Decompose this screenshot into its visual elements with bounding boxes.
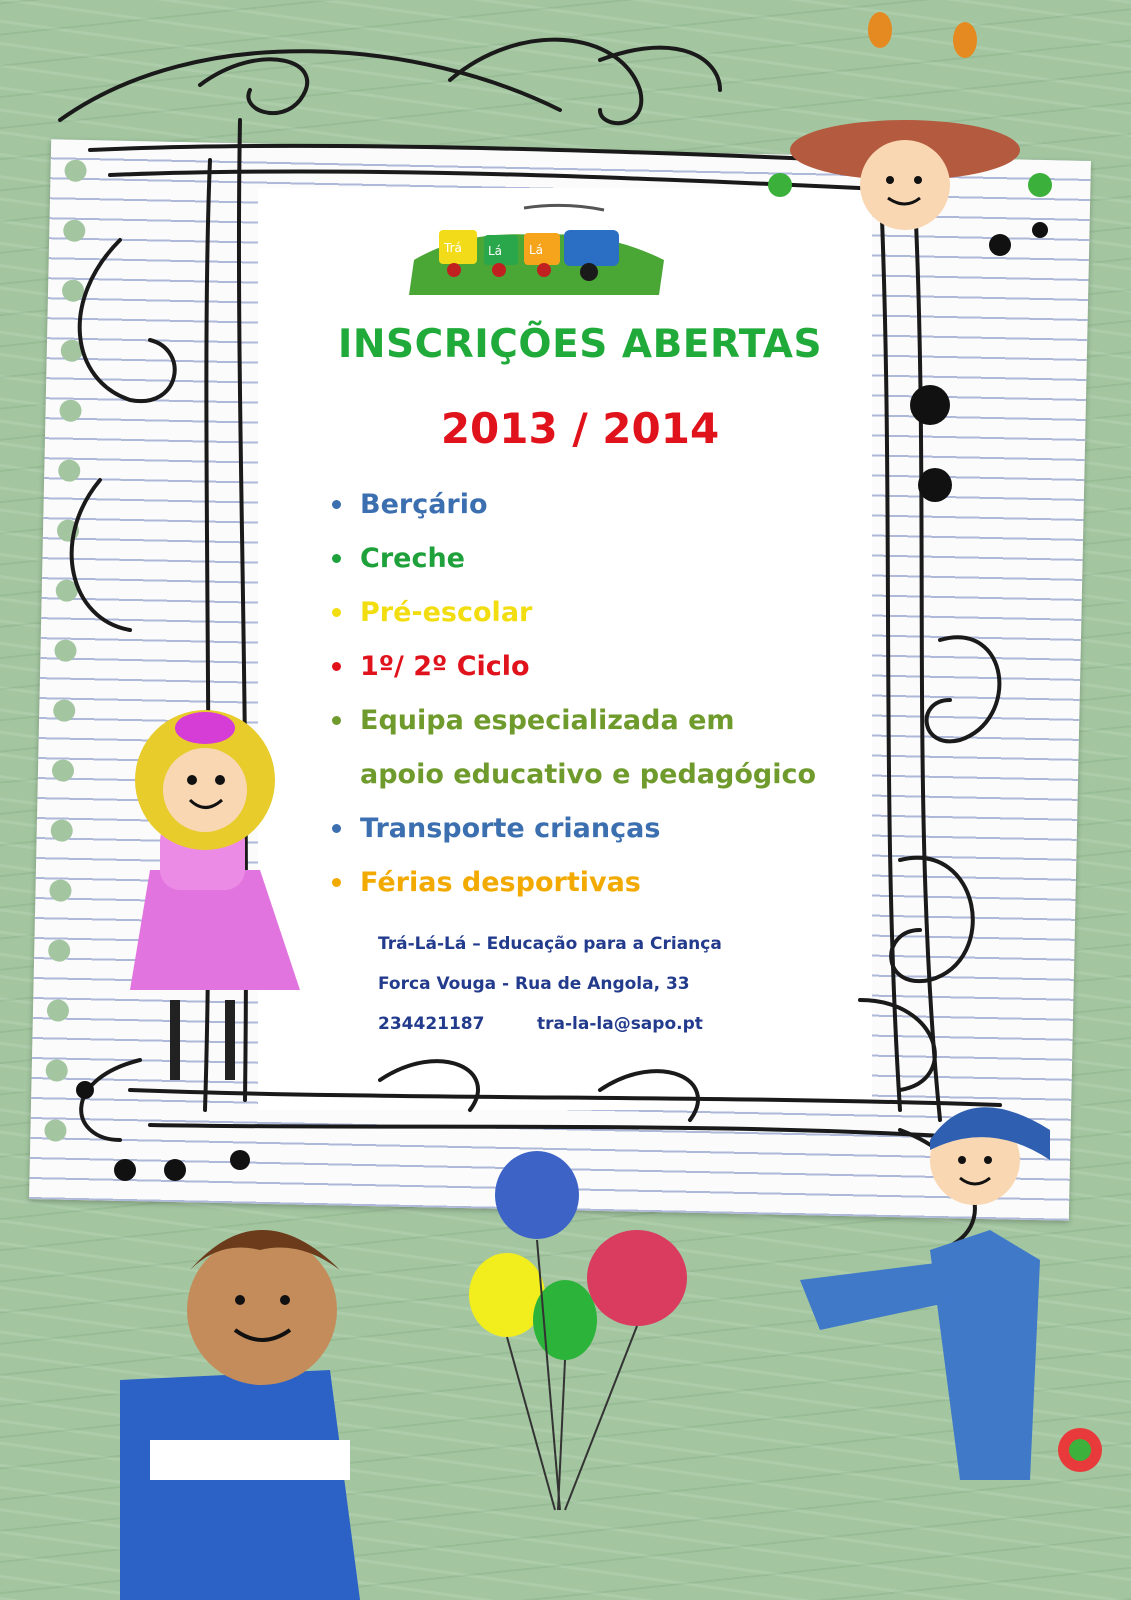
services-list (330, 478, 816, 910)
service-label: Berçário (360, 489, 488, 520)
service-label: 1º/ 2º Ciclo (360, 651, 530, 682)
binder-hole (59, 399, 81, 421)
contact-name: Trá-Lá-Lá – Educação para a Criança (378, 934, 722, 954)
service-label: Transporte crianças (360, 813, 661, 844)
binder-hole (47, 999, 69, 1021)
school-year: 2013 / 2014 (440, 404, 720, 453)
tra-la-la-logo (404, 200, 672, 300)
contact-email: tra-la-la@sapo.pt (537, 1014, 703, 1034)
logo-word-tra: Trá (444, 241, 462, 255)
bullet-icon (332, 554, 341, 563)
list-item (330, 802, 816, 856)
bullet-icon (332, 608, 341, 617)
service-label: Pré-escolar (360, 597, 533, 628)
binder-hole (52, 759, 74, 781)
contact-address: Forca Vouga - Rua de Angola, 33 (378, 974, 690, 994)
list-item (330, 694, 816, 748)
binder-hole (62, 279, 84, 301)
bullet-icon (332, 878, 341, 887)
contact-phone: 234421187 (378, 1014, 485, 1034)
list-item (330, 856, 816, 910)
binder-hole (58, 459, 80, 481)
binder-hole (48, 939, 70, 961)
binder-hole (57, 519, 79, 541)
list-item-continuation (330, 748, 816, 802)
binder-hole (63, 220, 85, 242)
binder-hole (64, 160, 86, 182)
list-item (330, 640, 816, 694)
binder-hole (53, 699, 75, 721)
page-title: INSCRIÇÕES ABERTAS (337, 322, 823, 367)
binder-hole (45, 1059, 67, 1081)
list-item (330, 586, 816, 640)
binder-hole (51, 819, 73, 841)
binder-hole (44, 1119, 66, 1141)
service-label: Creche (360, 543, 465, 574)
list-item (330, 532, 816, 586)
binder-hole (61, 339, 83, 361)
binder-hole (54, 639, 76, 661)
service-label: Equipa especializada em (360, 705, 735, 736)
bullet-icon (332, 824, 341, 833)
bullet-icon (332, 716, 341, 725)
binder-hole (56, 579, 78, 601)
bullet-icon (332, 500, 341, 509)
list-item (330, 478, 816, 532)
service-label: apoio educativo e pedagógico (360, 759, 817, 790)
logo-word-la-2: Lá (529, 243, 544, 257)
logo-word-la-1: Lá (488, 244, 503, 258)
bullet-icon (332, 662, 341, 671)
service-label: Férias desportivas (360, 867, 641, 898)
binder-hole (49, 879, 71, 901)
